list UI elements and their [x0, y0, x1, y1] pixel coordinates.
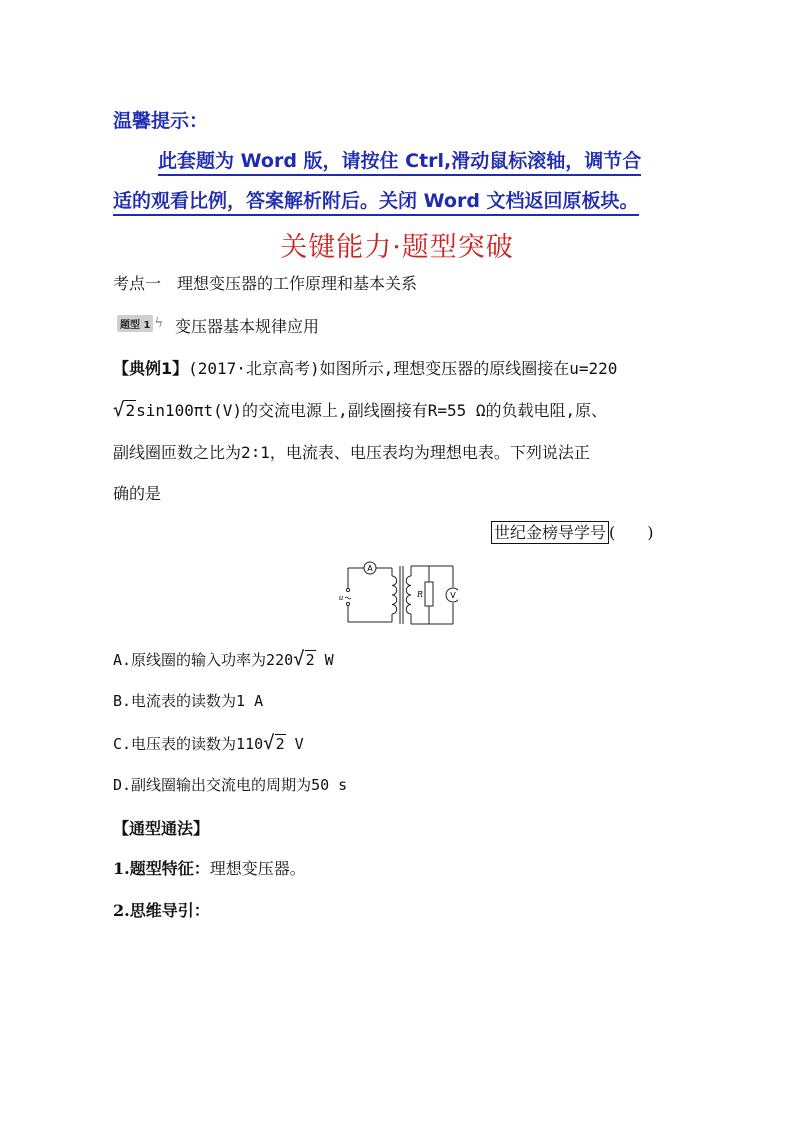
option-a [113, 648, 334, 670]
option-c [113, 732, 304, 754]
guide-line: 2.思维导引： [113, 901, 210, 920]
example-line-2 [113, 398, 607, 421]
option-a-unit: W [315, 651, 334, 669]
sqrt-symbol: √2 [263, 732, 285, 754]
topic-badge [117, 313, 163, 332]
feature-text: 理想变压器。 [209, 859, 306, 878]
topic-badge-label: 题型 1 [117, 315, 153, 332]
ammeter [364, 562, 376, 574]
resistor-label: R [416, 590, 424, 599]
option-c-unit: V [285, 735, 304, 753]
section-heading: 考点一 理想变压器的工作原理和基本关系 [113, 274, 418, 293]
page-title: 关键能力·题型突破 [280, 232, 514, 263]
option-d: D.副线圈输出交流电的周期为50 s [113, 776, 348, 794]
example-label: 【典例1】 [113, 359, 189, 378]
tip-line-1: 此套题为 Word 版，请按住 Ctrl,滑动鼠标滚轴，调节合 [158, 148, 641, 176]
question-tag [491, 520, 654, 543]
sqrt-symbol: √2 [113, 399, 136, 421]
example-line-4: 确的是 [113, 484, 162, 503]
question-tag-box: 世纪金榜导学号 [491, 521, 609, 544]
transformer-circuit-diagram [338, 560, 458, 630]
example-line-1-text: (2017·北京高考)如图所示,理想变压器的原线圈接在u=220 [188, 359, 618, 378]
feature-line [113, 856, 306, 879]
option-a-text: A.原线圈的输入功率为220 [113, 651, 294, 669]
example-line-3: 副线圈匝数之比为2∶1，电流表、电压表均为理想电表。下列说法正 [113, 443, 590, 462]
option-b: B.电流表的读数为1 A [113, 692, 264, 710]
subtopic-heading: 变压器基本规律应用 [175, 317, 320, 336]
tip-heading: 温馨提示： [113, 110, 209, 132]
sqrt-symbol: √2 [293, 648, 315, 670]
method-heading: 【通型通法】 [113, 819, 210, 838]
lightning-icon: ϟ [154, 316, 164, 331]
answer-paren: ( ) [609, 523, 654, 542]
option-c-text: C.电压表的读数为110 [113, 735, 264, 753]
sqrt-radicand: 2 [275, 735, 285, 753]
sqrt-radicand: 2 [125, 401, 136, 420]
voltmeter [446, 588, 458, 602]
ammeter-label: A [367, 564, 373, 573]
example-line-1 [113, 356, 617, 379]
voltmeter-label: V [450, 591, 456, 600]
sqrt-radicand: 2 [305, 651, 315, 669]
source-label: u [338, 594, 344, 602]
example-line-2-text: sin100πt(V)的交流电源上,副线圈接有R=55 Ω的负载电阻,原、 [136, 401, 608, 420]
ac-source [339, 588, 351, 605]
tip-line-2: 适的观看比例，答案解析附后。关闭 Word 文档返回原板块。 [113, 188, 639, 216]
feature-label: 1.题型特征： [113, 859, 210, 878]
